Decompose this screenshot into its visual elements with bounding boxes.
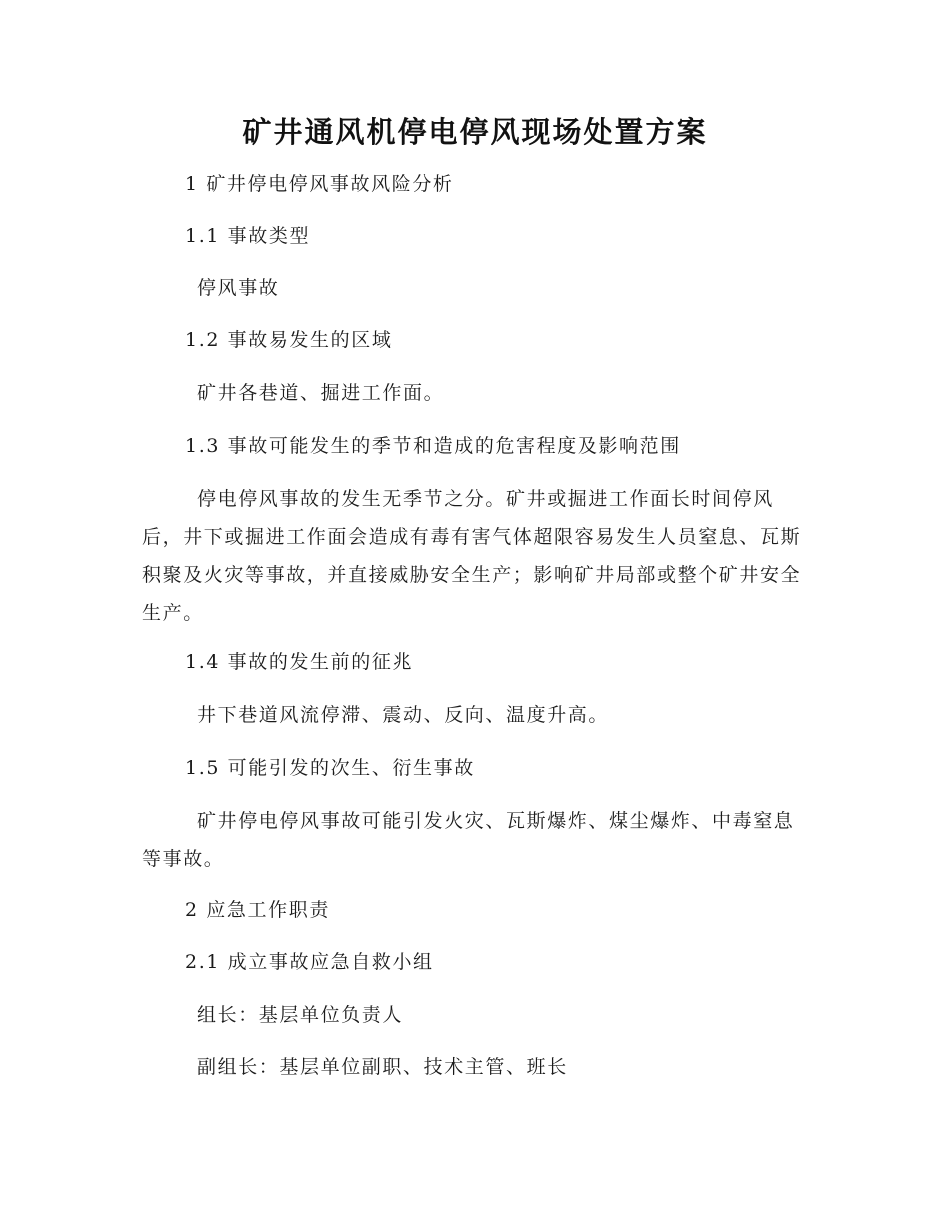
deputy-leader-line: 副组长：基层单位副职、技术主管、班长	[197, 1056, 568, 1078]
section-1-3-heading: 1.3 事故可能发生的季节和造成的危害程度及影响范围	[185, 435, 681, 457]
section-1-5-heading: 1.5 可能引发的次生、衍生事故	[185, 757, 475, 779]
section-2-1-heading: 2.1 成立事故应急自救小组	[185, 951, 434, 973]
section-1-3-body: 停电停风事故的发生无季节之分。矿井或掘进工作面长时间停风后，井下或掘进工作面会造成有毒有害气体超限容易发生人员窒息、瓦斯积聚及火灾等事故，并直接威胁安全生产；影响矿井局部或整个矿井安全生产。	[142, 488, 802, 624]
section-1-1-heading: 1.1 事故类型	[185, 225, 311, 247]
section-1-4-body: 井下巷道风流停滞、震动、反向、温度升高。	[197, 704, 610, 726]
section-1-5-body: 矿井停电停风事故可能引发火灾、瓦斯爆炸、煤尘爆炸、中毒窒息等事故。	[142, 810, 795, 870]
section-1-2-heading: 1.2 事故易发生的区域	[185, 329, 393, 351]
document-title: 矿井通风机停电停风现场处置方案	[242, 115, 708, 149]
section-1-4-heading: 1.4 事故的发生前的征兆	[185, 651, 414, 673]
group-leader-line: 组长：基层单位负责人	[197, 1004, 404, 1026]
section-2-heading: 2 应急工作职责	[185, 899, 330, 921]
section-1-heading: 1 矿井停电停风事故风险分析	[185, 173, 454, 195]
section-1-1-body: 停风事故	[197, 277, 280, 299]
section-1-2-body: 矿井各巷道、掘进工作面。	[197, 382, 445, 404]
